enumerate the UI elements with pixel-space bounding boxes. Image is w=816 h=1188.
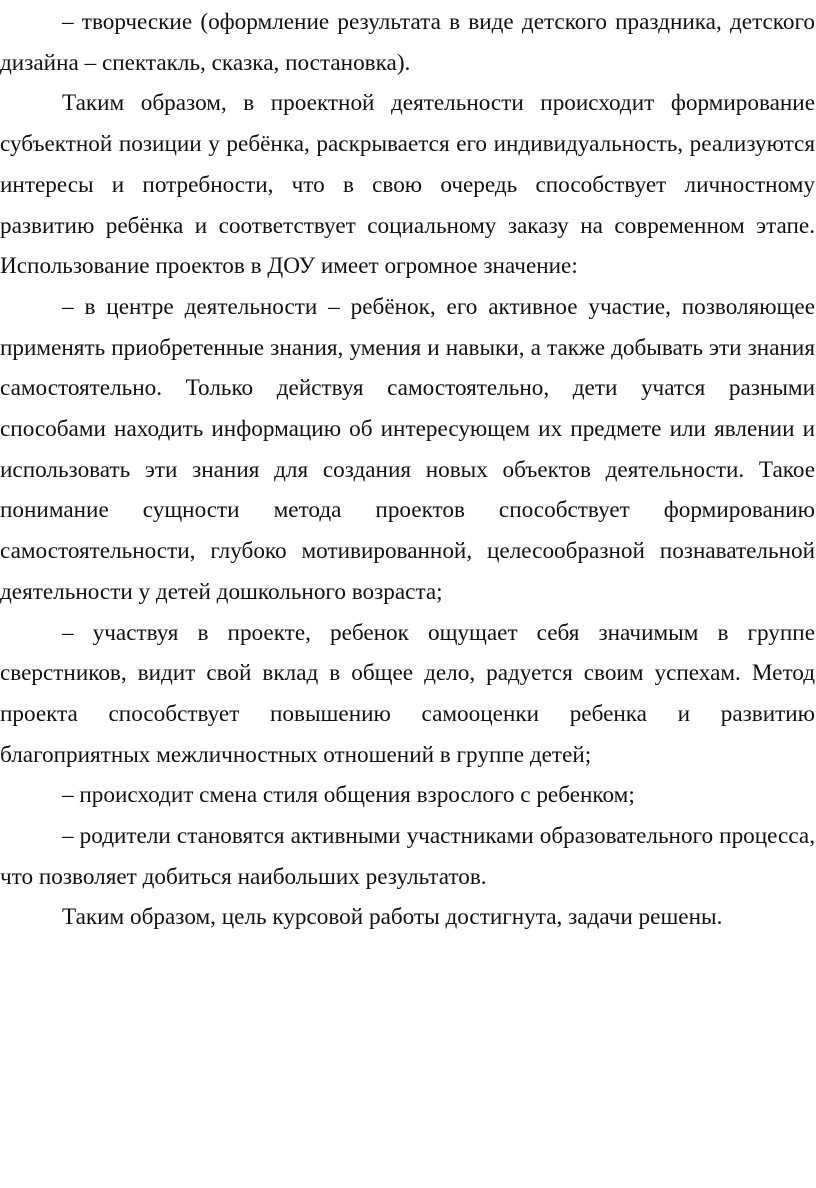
paragraph-creative-forms: – творческие (оформление результата в виде детского праздника, детского дизайна – спектакль, сказка, постановка). xyxy=(0,9,815,76)
document-body xyxy=(0,2,815,938)
paragraph-project-activity-summary: Таким образом, в проектной деятельности происходит формирование субъектной позиции у ребёнка, раскрывается его индивидуальность, реализуются интересы и потребности, что в свою очередь способствует личностному развитию ребёнка и соответствует социальному заказу на современном этапе. Использование проектов в ДОУ имеет огромное значение: xyxy=(0,90,815,280)
paragraph-peer-significance: – участвуя в проекте, ребенок ощущает себя значимым в группе сверстников, видит свой вклад в общее дело, радуется своим успехам. Метод проекта способствует повышению самооценки ребенка и развитию благоприятных межличностных отношений в группе детей; xyxy=(0,619,815,768)
paragraph-conclusion: Таким образом, цель курсовой работы достигнута, задачи решены. xyxy=(62,904,723,931)
paragraph-parents-participation: – родители становятся активными участниками образовательного процесса, что позволяет добиться наибольших результатов. xyxy=(0,823,815,890)
paragraph-communication-style: – происходит смена стиля общения взрослого с ребенком; xyxy=(62,782,635,809)
paragraph-child-at-center: – в центре деятельности – ребёнок, его активное участие, позволяющее применять приобретенные знания, умения и навыки, а также добывать эти знания самостоятельно. Только действуя самостоятельно, дети учатся разными способами находить информацию об интересующем их предмете или явлении и использовать эти знания для создания новых объектов деятельности. Такое понимание сущности метода проектов способствует формированию самостоятельности, глубоко мотивированной, целесообразной познавательной деятельности у детей дошкольного возраста; xyxy=(0,293,815,605)
